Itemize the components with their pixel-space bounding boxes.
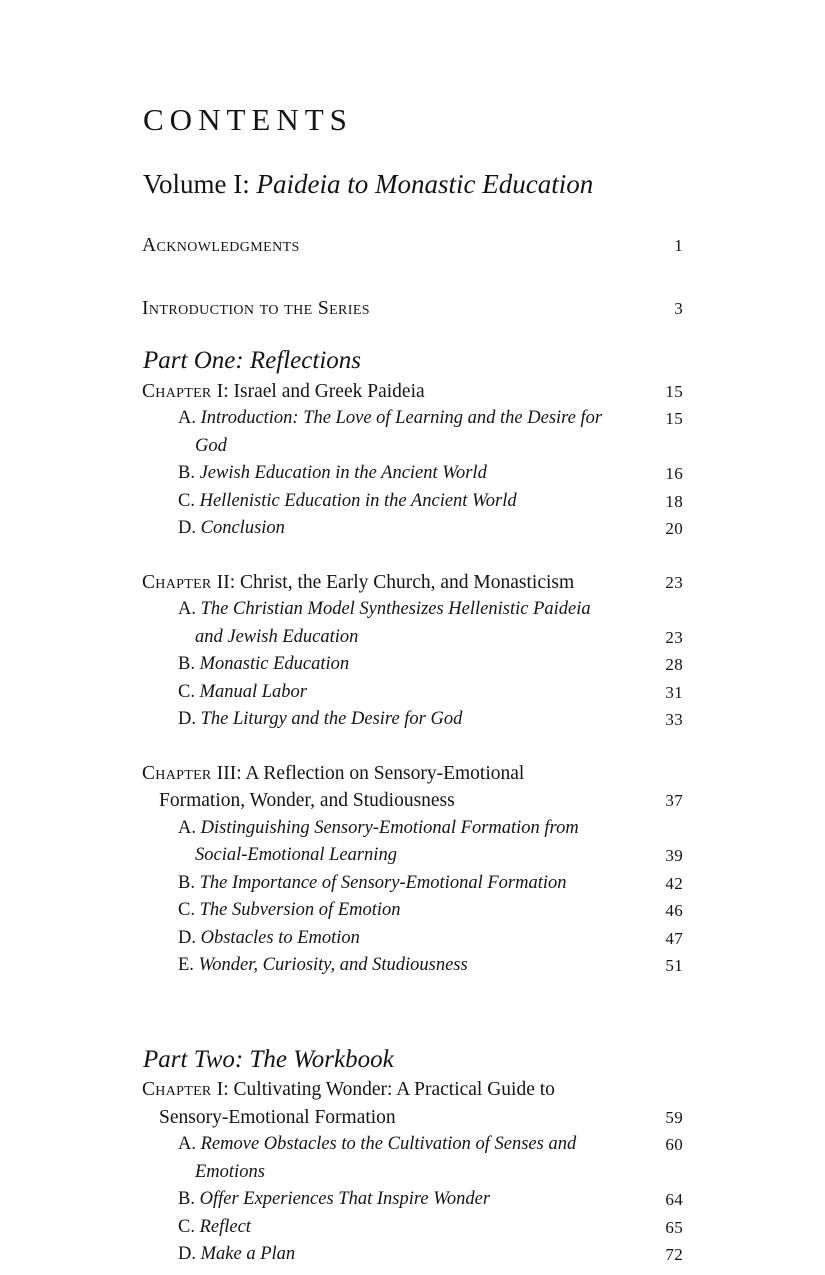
section-list [142,596,683,734]
chapter-title: II: Christ, the Early Church, and Monasticism [216,571,575,593]
section-entry[interactable] [142,515,683,543]
page-title: CONTENTS [143,102,353,137]
section-title: Obstacles to Emotion [200,927,360,948]
section-entry[interactable] [142,706,683,734]
section-title: Distinguishing Sensory-Emotional Formation from Social-Emotional Learning [195,817,579,865]
section-label: B. [178,654,200,674]
page-number: 39 [665,846,683,865]
chapter-title: III: A Reflection on Sensory-Emotional Formation, Wonder, and Studiousness [159,762,525,811]
chapter-group [142,378,683,543]
section-label: C. [178,900,200,920]
page-number: 37 [665,791,683,810]
page-number: 18 [665,491,683,511]
page-number: 72 [665,1245,683,1264]
section-label: E. [178,955,199,975]
chapter-entry[interactable] [142,1076,683,1131]
section-title: Hellenistic Education in the Ancient World [199,490,517,511]
chapter-group [142,569,683,734]
volume-label: Volume I: [143,169,250,199]
chapter-word: Chapter [142,380,217,402]
section-entry[interactable] [142,488,683,516]
section-list [142,405,683,543]
chapter-group [142,760,683,980]
section-entry[interactable] [142,1186,683,1214]
section-entry[interactable] [142,405,683,460]
section-entry[interactable] [142,596,683,651]
section-label: A. [178,817,201,838]
page-number: 15 [665,409,683,428]
part-block [142,348,683,980]
chapter-entry[interactable] [142,569,683,597]
page-number: 46 [665,901,683,920]
chapter-entry[interactable] [142,760,683,815]
section-title: Offer Experiences That Inspire Wonder [199,1189,491,1209]
section-entry[interactable] [142,1241,683,1269]
chapter-title: I: Cultivating Wonder: A Practical Guide to Sensory-Emotional Formation [159,1079,555,1128]
page-number: 33 [665,710,683,729]
frontmatter-entry[interactable] [142,232,683,260]
page-number: 42 [665,873,683,893]
section-title: Monastic Education [199,654,350,674]
section-title: The Christian Model Synthesizes Hellenistic Paideia and Jewish Education [195,599,591,647]
section-title: The Liturgy and the Desire for God [200,709,463,729]
section-title: Wonder, Curiosity, and Studiousness [198,955,468,975]
page-number: 31 [665,682,683,702]
section-title: The Importance of Sensory-Emotional Formation [199,872,567,893]
page-number: 47 [665,928,683,948]
page-number: 65 [665,1217,683,1237]
section-title: The Subversion of Emotion [199,900,401,920]
page-number: 1 [674,236,683,255]
chapter-title: I: Israel and Greek Paideia [216,380,425,402]
section-title: Conclusion [200,518,285,538]
section-title: Manual Labor [199,681,308,702]
section-label: D. [178,518,201,538]
page-number: 60 [665,1135,683,1154]
page-number: 64 [665,1190,683,1209]
section-entry[interactable] [142,679,683,707]
section-entry[interactable] [142,460,683,488]
frontmatter-entry[interactable] [142,295,683,323]
section-list [142,1131,683,1269]
section-entry[interactable] [142,1131,683,1186]
section-title: Remove Obstacles to the Cultivation of Senses and Emotions [195,1134,577,1182]
page-number: 28 [665,655,683,674]
part-heading: Part One: Reflections [143,347,361,374]
frontmatter-list [142,232,683,322]
section-entry[interactable] [142,952,683,980]
page-number: 23 [665,572,683,592]
section-label: A. [178,1134,201,1154]
section-title: Introduction: The Love of Learning and the Desire for God [195,408,603,456]
chapter-group [142,1076,683,1269]
section-label: D. [178,927,201,948]
section-title: Make a Plan [200,1244,296,1264]
volume-subtitle [143,171,683,198]
section-entry[interactable] [142,651,683,679]
section-label: B. [178,463,200,483]
frontmatter-label: Introduction to the Series [142,297,370,319]
section-entry[interactable] [142,1214,683,1242]
section-label: D. [178,709,201,729]
chapter-word: Chapter [142,1079,217,1100]
page-number: 3 [674,298,683,318]
section-label: C. [178,681,200,702]
section-entry[interactable] [142,815,683,870]
chapter-word: Chapter [142,762,217,784]
section-entry[interactable] [142,897,683,925]
part-heading: Part Two: The Workbook [143,1045,394,1073]
volume-title: Paideia to Monastic Education [249,169,594,199]
section-label: D. [178,1244,201,1264]
section-list [142,815,683,980]
page-number: 51 [665,956,683,975]
section-label: C. [178,1216,200,1237]
page-number: 59 [665,1107,683,1127]
frontmatter-label: Acknowledgments [142,235,300,256]
page-number: 15 [665,381,683,401]
page-number: 16 [665,464,683,483]
section-label: B. [178,1189,200,1209]
page-number: 20 [665,519,683,538]
section-title: Jewish Education in the Ancient World [199,463,487,483]
section-title: Reflect [199,1216,251,1237]
section-label: A. [178,599,201,619]
section-label: B. [178,872,200,893]
section-entry[interactable] [142,925,683,953]
page-number: 23 [665,627,683,647]
section-label: A. [178,408,201,428]
section-entry[interactable] [142,870,683,898]
chapter-word: Chapter [142,571,217,593]
part-block [142,1047,683,1269]
chapter-entry[interactable] [142,378,683,406]
section-label: C. [178,490,200,511]
parts-list [142,348,683,1269]
